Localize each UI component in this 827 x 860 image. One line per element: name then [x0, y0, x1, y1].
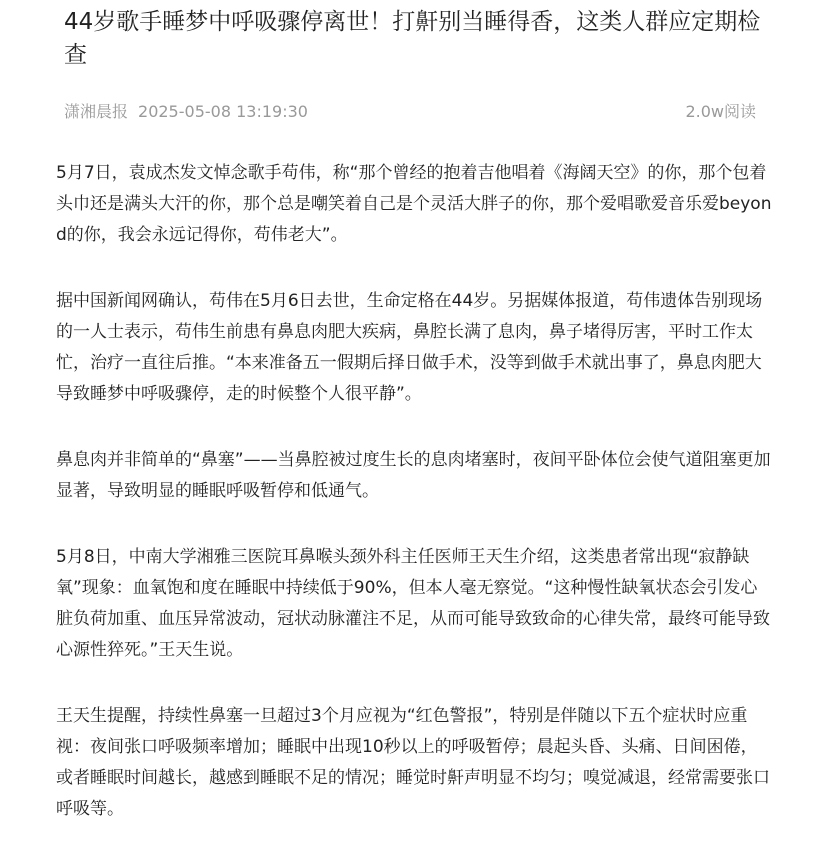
- article-body: [56, 158, 772, 860]
- paragraph: 据中国新闻网确认，苟伟在5月6日去世，生命定格在44岁。另据媒体报道，苟伟遗体告别现场的一人士表示，苟伟生前患有鼻息肉肥大疾病，鼻腔长满了息肉，鼻子堵得厉害，平时工作太忙，治疗一直往后推。“本来准备五一假期后择日做手术，没等到做手术就出事了，鼻息肉肥大导致睡梦中呼吸骤停，走的时候整个人很平静”。: [56, 291, 763, 404]
- article-meta: [64, 100, 756, 124]
- publish-time: 2025-05-08 13:19:30: [138, 102, 308, 121]
- article-source[interactable]: 潇湘晨报: [64, 102, 129, 121]
- paragraph: 5月7日，袁成杰发文悼念歌手苟伟，称“那个曾经的抱着吉他唱着《海阔天空》的你，那个包着头巾还是满头大汗的你，那个总是嘲笑着自己是个灵活大胖子的你，那个爱唱歌爱音乐爱beyond的你，我会永远记得你，苟伟老大”。: [56, 163, 772, 245]
- read-count: 2.0w阅读: [685, 102, 756, 121]
- paragraph: 鼻息肉并非简单的“鼻塞”——当鼻腔被过度生长的息肉堵塞时，夜间平卧体位会使气道阻塞更加显著，导致明显的睡眠呼吸暂停和低通气。: [56, 450, 771, 501]
- article-title: 44岁歌手睡梦中呼吸骤停离世！打鼾别当睡得香，这类人群应定期检查: [64, 9, 761, 68]
- paragraph: 5月8日，中南大学湘雅三医院耳鼻喉头颈外科主任医师王天生介绍，这类患者常出现“寂静缺氧”现象：血氧饱和度在睡眠中持续低于90%，但本人毫无察觉。“这种慢性缺氧状态会引发心脏负荷加重、血压异常波动，冠状动脉灌注不足，从而可能导致致命的心律失常，最终可能导致心源性猝死。”王天生说。: [56, 547, 770, 660]
- paragraph: 王天生提醒，持续性鼻塞一旦超过3个月应视为“红色警报”，特别是伴随以下五个症状时应重视：夜间张口呼吸频率增加；睡眠中出现10秒以上的呼吸暂停；晨起头昏、头痛、日间困倦，或者睡眠时间越长，越感到睡眠不足的情况；睡觉时鼾声明显不均匀；嗅觉减退，经常需要张口呼吸等。: [56, 706, 770, 819]
